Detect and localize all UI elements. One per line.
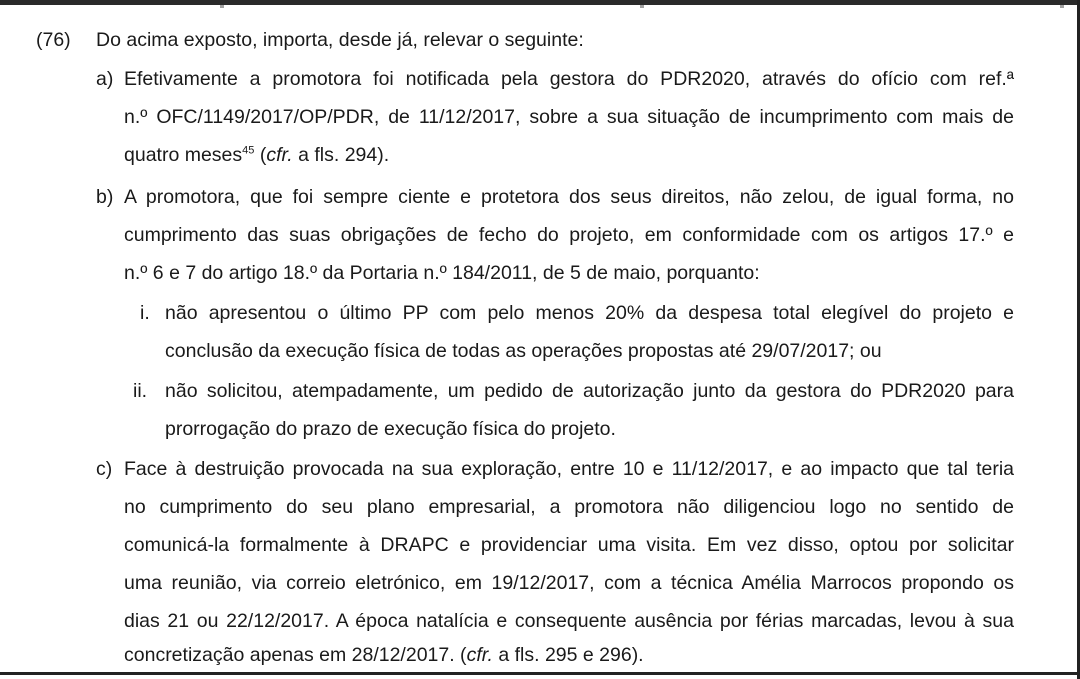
item-b-line-1: A promotora, que foi sempre ciente e protetora dos seus direitos, não zelou, de igual forma, no — [124, 186, 1014, 208]
item-label-b: b) — [96, 186, 114, 208]
item-a-paren: ( — [254, 144, 267, 166]
item-c-line-3: comunicá-la formalmente à DRAPC e providenciar uma visita. Em vez disso, optou por solicitar — [124, 534, 1014, 556]
subitem-ii-line-1: não solicitou, atempadamente, um pedido de autorização junto da gestora do PDR2020 para — [165, 380, 1014, 402]
paragraph-number: (76) — [36, 29, 71, 51]
item-c-line-4: uma reunião, via correio eletrónico, em 19/12/2017, com a técnica Amélia Marrocos propondo os — [124, 572, 1014, 594]
subitem-label-i: i. — [140, 302, 150, 324]
paragraph-intro: Do acima exposto, importa, desde já, relevar o seguinte: — [96, 29, 584, 51]
item-c-line-2: no cumprimento do seu plano empresarial, a promotora não diligenciou logo no sentido de — [124, 496, 1014, 518]
item-b-line-2: cumprimento das suas obrigações de fecho do projeto, em conformidade com os artigos 17.º e — [124, 224, 1014, 246]
cfr-abbrev: cfr. — [266, 144, 293, 166]
cfr-abbrev: cfr. — [466, 644, 493, 666]
item-c-line-6 — [124, 643, 644, 667]
item-a-line-3 — [124, 143, 389, 167]
item-label-a: a) — [96, 68, 114, 90]
subitem-ii-line-2: prorrogação do prazo de execução física do projeto. — [165, 418, 616, 440]
item-a-line-1: Efetivamente a promotora foi notificada pela gestora do PDR2020, através do ofício com ref.ª — [124, 68, 1014, 90]
item-a-ref: a fls. 294). — [292, 144, 390, 166]
item-b-line-3: n.º 6 e 7 do artigo 18.º da Portaria n.º 184/2011, de 5 de maio, porquanto: — [124, 262, 760, 284]
subitem-label-ii: ii. — [133, 380, 148, 402]
item-label-c: c) — [96, 458, 113, 480]
footnote-ref: 45 — [242, 144, 255, 157]
item-c-text: concretização apenas em 28/12/2017. ( — [124, 644, 467, 666]
subitem-i-line-1: não apresentou o último PP com pelo menos 20% da despesa total elegível do projeto e — [165, 302, 1014, 324]
item-a-text: quatro meses — [124, 144, 243, 166]
item-a-line-2: n.º OFC/1149/2017/OP/PDR, de 11/12/2017, sobre a sua situação de incumprimento com mais de — [124, 106, 1014, 128]
item-c-line-1: Face à destruição provocada na sua exploração, entre 10 e 11/12/2017, e ao impacto que tal teria — [124, 458, 1014, 480]
item-c-line-5: dias 21 ou 22/12/2017. A época natalícia e consequente ausência por férias marcadas, levou à sua — [124, 610, 1014, 632]
subitem-i-line-2: conclusão da execução física de todas as operações propostas até 29/07/2017; ou — [165, 340, 882, 362]
item-c-ref: a fls. 295 e 296). — [492, 644, 644, 666]
